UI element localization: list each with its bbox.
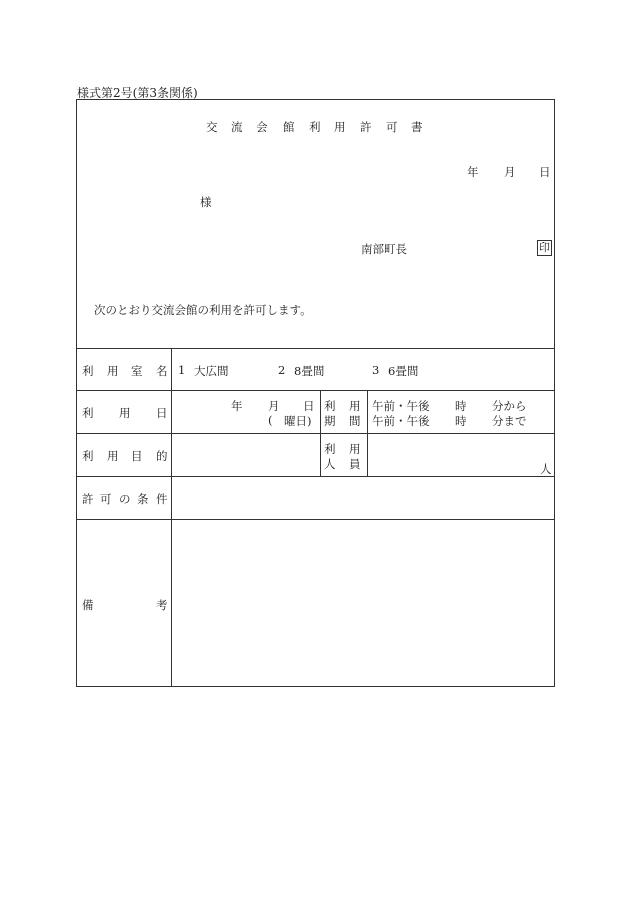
- permit-form: [76, 99, 555, 687]
- title-char: 可: [386, 120, 398, 134]
- label-char: 件: [156, 492, 168, 506]
- recipient-suffix: 様: [200, 195, 212, 209]
- title-char: 会: [256, 120, 268, 134]
- weekday-label: 曜日): [284, 414, 312, 428]
- period-label-char: 期: [324, 414, 336, 428]
- title-char: 用: [334, 120, 346, 134]
- divider-conditions: [77, 519, 554, 520]
- permit-statement: 次のとおり交流会館の利用を許可します。: [94, 303, 312, 317]
- label-char: 許: [82, 492, 94, 506]
- issuer-name: 南部町長: [361, 242, 407, 256]
- room-option-number: 1: [178, 363, 186, 377]
- use-date-month: 月: [268, 399, 280, 413]
- label-char: 利: [82, 449, 94, 463]
- label-char: 利: [82, 364, 94, 378]
- seal-mark: 印: [539, 241, 550, 254]
- label-char: 利: [82, 406, 94, 420]
- persons-label-char: 人: [324, 457, 336, 471]
- label-char: 用: [107, 449, 119, 463]
- end-hour: 時: [455, 414, 467, 428]
- label-char: 目: [131, 449, 143, 463]
- label-char: 備: [82, 598, 94, 612]
- persons-label-char: 利: [324, 442, 336, 456]
- title-char: 利: [309, 120, 321, 134]
- issue-date-year: 年: [467, 165, 479, 179]
- start-hour: 時: [455, 399, 467, 413]
- room-option-name: 6畳間: [388, 364, 419, 378]
- use-date-year: 年: [231, 399, 243, 413]
- title-char: 流: [231, 120, 243, 134]
- room-option-name: 8畳間: [294, 364, 325, 378]
- room-option-number: 2: [278, 363, 286, 377]
- start-ampm: 午前・午後: [372, 399, 430, 413]
- period-label-char: 用: [349, 399, 361, 413]
- label-char: 条: [137, 492, 149, 506]
- period-label-char: 間: [349, 414, 361, 428]
- issue-date-month: 月: [504, 165, 516, 179]
- weekday-open: (: [268, 413, 273, 427]
- divider-room: [77, 390, 554, 391]
- room-option-name: 大広間: [194, 364, 229, 378]
- title-char: 館: [283, 120, 295, 134]
- label-char: 名: [156, 364, 168, 378]
- divider-header: [77, 348, 554, 349]
- persons-unit: 人: [540, 462, 552, 476]
- label-char: 用: [119, 406, 131, 420]
- divider-purpose: [77, 476, 554, 477]
- room-option-number: 3: [372, 363, 380, 377]
- middle-column-divider: [320, 390, 321, 476]
- end-minute: 分まで: [492, 414, 527, 428]
- form-number: 様式第2号(第3条関係): [77, 86, 198, 100]
- use-date-day: 日: [303, 399, 315, 413]
- label-char: 可: [100, 492, 112, 506]
- title-char: 交: [206, 120, 218, 134]
- label-char: 室: [131, 364, 143, 378]
- title-char: 許: [360, 120, 372, 134]
- persons-label-char: 用: [349, 442, 361, 456]
- label-char: 考: [156, 598, 168, 612]
- label-char: 用: [107, 364, 119, 378]
- label-column-divider: [171, 348, 172, 687]
- label-char: 日: [156, 406, 168, 420]
- label-char: の: [119, 492, 131, 506]
- right-column-divider: [367, 390, 368, 476]
- end-ampm: 午前・午後: [372, 414, 430, 428]
- period-label-char: 利: [324, 399, 336, 413]
- title-char: 書: [411, 120, 423, 134]
- issue-date-day: 日: [539, 165, 551, 179]
- divider-date: [77, 433, 554, 434]
- label-char: 的: [156, 449, 168, 463]
- persons-label-char: 員: [349, 457, 361, 471]
- start-minute: 分から: [492, 399, 527, 413]
